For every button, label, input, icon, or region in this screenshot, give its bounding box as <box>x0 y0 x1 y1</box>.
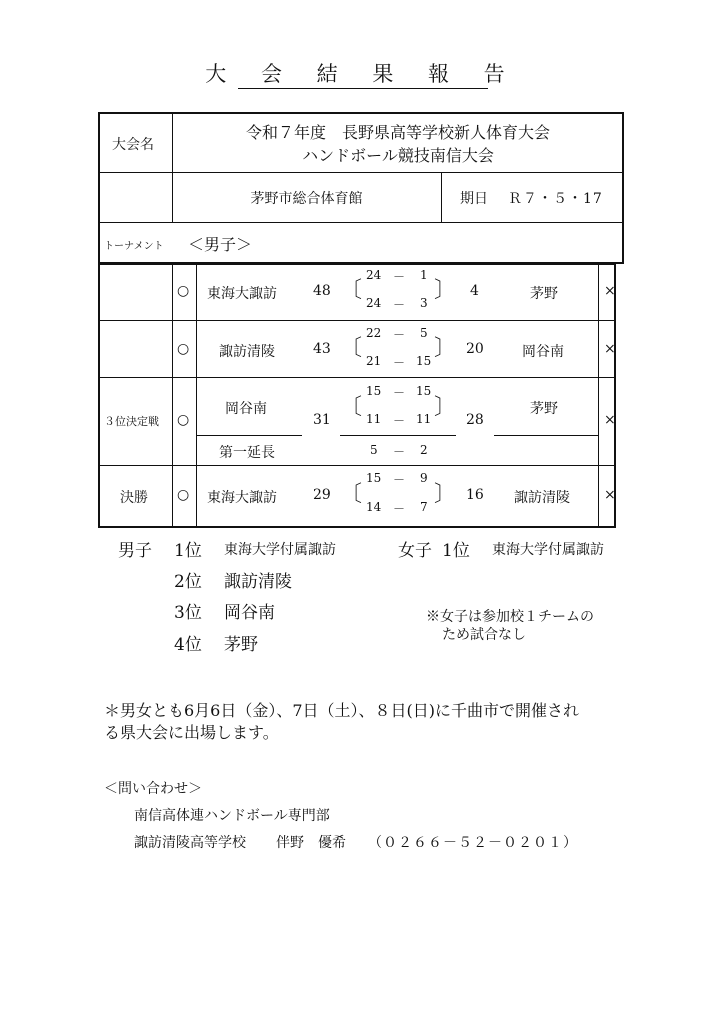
bracket-open: 〔 <box>340 278 363 303</box>
team-a: 東海大諏訪 <box>207 490 277 506</box>
divider <box>172 263 173 528</box>
tournament-label: トーナメント <box>104 241 164 252</box>
loss-mark: × <box>604 487 616 503</box>
dash: － <box>393 356 406 370</box>
contact-heading: ＜問い合わせ＞ <box>104 781 202 797</box>
boys-team-1: 東海大学付属諏訪 <box>224 542 336 558</box>
divider <box>98 172 624 173</box>
divider <box>98 465 616 466</box>
half1-a: 22 <box>366 326 382 340</box>
dash: － <box>393 414 406 428</box>
half1-b: 5 <box>420 326 428 340</box>
half1-a: 15 <box>366 384 382 398</box>
divider <box>494 435 598 436</box>
half2-b: 11 <box>416 412 432 426</box>
dash: － <box>393 270 406 284</box>
win-mark: ○ <box>177 283 190 299</box>
half2-b: 15 <box>416 354 432 368</box>
overtime-a: 5 <box>370 443 378 457</box>
event-name-line2: ハンドボール競技南信大会 <box>302 146 494 165</box>
girls-team-1: 東海大学付属諏訪 <box>492 542 604 558</box>
boys-team-2: 諏訪清陵 <box>224 572 292 592</box>
dash: － <box>393 473 406 487</box>
divider <box>196 435 302 436</box>
win-mark: ○ <box>177 341 190 357</box>
loss-mark: × <box>604 341 616 357</box>
bracket-close: 〕 <box>434 482 457 507</box>
win-mark: ○ <box>177 412 190 428</box>
dash: － <box>393 445 406 459</box>
bracket-open: 〔 <box>340 336 363 361</box>
team-b: 諏訪清陵 <box>514 490 570 506</box>
half2-a: 14 <box>366 500 382 514</box>
dash: － <box>393 386 406 400</box>
notice-line2: る県大会に出場します。 <box>104 723 279 742</box>
half2-a: 24 <box>366 296 382 310</box>
score-a: 29 <box>313 487 331 503</box>
bracket-open: 〔 <box>340 395 363 420</box>
contact-person: 伴野 優希 <box>276 835 346 851</box>
contact-org: 南信高体連ハンドボール専門部 <box>134 808 330 824</box>
half2-a: 11 <box>366 412 382 426</box>
win-mark: ○ <box>177 487 190 503</box>
half1-b: 9 <box>420 471 428 485</box>
girls-note-line1: ※女子は参加校１チームの <box>426 609 594 625</box>
dash: － <box>393 502 406 516</box>
divider <box>196 263 197 528</box>
notice-line1: ＊男女とも6月6日（金）、7日（土）、８日(日)に千曲市で開催され <box>104 701 580 720</box>
loss-mark: × <box>604 412 616 428</box>
bracket-close: 〕 <box>434 336 457 361</box>
boys-rank-4: 4位 <box>174 635 202 655</box>
loss-mark: × <box>604 283 616 299</box>
round-label: 決勝 <box>120 490 148 506</box>
girls-note-line2: ため試合なし <box>442 627 526 643</box>
bracket-open: 〔 <box>340 482 363 507</box>
score-b: 16 <box>466 487 484 503</box>
bracket-close: 〕 <box>434 278 457 303</box>
dash: － <box>393 298 406 312</box>
team-a: 東海大諏訪 <box>207 286 277 302</box>
divider <box>441 172 442 222</box>
team-a: 岡谷南 <box>225 401 267 417</box>
divider <box>98 377 616 378</box>
team-b: 岡谷南 <box>522 344 564 360</box>
team-a: 諏訪清陵 <box>219 344 275 360</box>
half1-b: 15 <box>416 384 432 398</box>
score-b: 20 <box>466 341 484 357</box>
boys-label: 男子 <box>118 541 152 561</box>
round-label: ３位決定戦 <box>104 415 159 428</box>
score-b: 4 <box>470 283 479 299</box>
score-a: 43 <box>313 341 331 357</box>
half1-a: 24 <box>366 268 382 282</box>
half2-a: 21 <box>366 354 382 368</box>
title-underline <box>238 88 488 89</box>
score-a: 31 <box>313 412 331 428</box>
boys-team-3: 岡谷南 <box>224 603 275 623</box>
team-b: 茅野 <box>530 286 558 302</box>
boys-rank-3: 3位 <box>174 603 202 623</box>
overtime-label: 第一延長 <box>219 445 275 461</box>
half1-b: 1 <box>420 268 428 282</box>
boys-rank-2: 2位 <box>174 572 202 592</box>
half1-a: 15 <box>366 471 382 485</box>
boys-team-4: 茅野 <box>224 635 258 655</box>
overtime-b: 2 <box>420 443 428 457</box>
event-name-label: 大会名 <box>112 137 154 153</box>
division-label: ＜男子＞ <box>188 235 253 254</box>
girls-label: 女子 <box>398 541 432 561</box>
divider <box>98 320 616 321</box>
half2-b: 7 <box>420 500 428 514</box>
event-name-line1: 令和７年度 長野県高等学校新人体育大会 <box>245 123 550 142</box>
half2-b: 3 <box>420 296 428 310</box>
girls-rank-1: 1位 <box>442 541 470 561</box>
score-b: 28 <box>466 412 484 428</box>
divider <box>98 222 624 223</box>
venue: 茅野市総合体育館 <box>250 191 363 207</box>
dash: － <box>393 328 406 342</box>
divider <box>598 263 599 528</box>
bracket-close: 〕 <box>434 395 457 420</box>
date-label: 期日 <box>460 191 488 207</box>
boys-rank-1: 1位 <box>174 541 202 561</box>
contact-school: 諏訪清陵高等学校 <box>134 835 246 851</box>
date-value: Ｒ７・５・17 <box>508 191 603 207</box>
contact-phone: （０２６６－５２－０２０１） <box>368 835 578 851</box>
divider <box>340 435 456 436</box>
page-title: 大 会 結 果 報 告 <box>205 62 519 86</box>
score-a: 48 <box>313 283 331 299</box>
team-b: 茅野 <box>530 401 558 417</box>
